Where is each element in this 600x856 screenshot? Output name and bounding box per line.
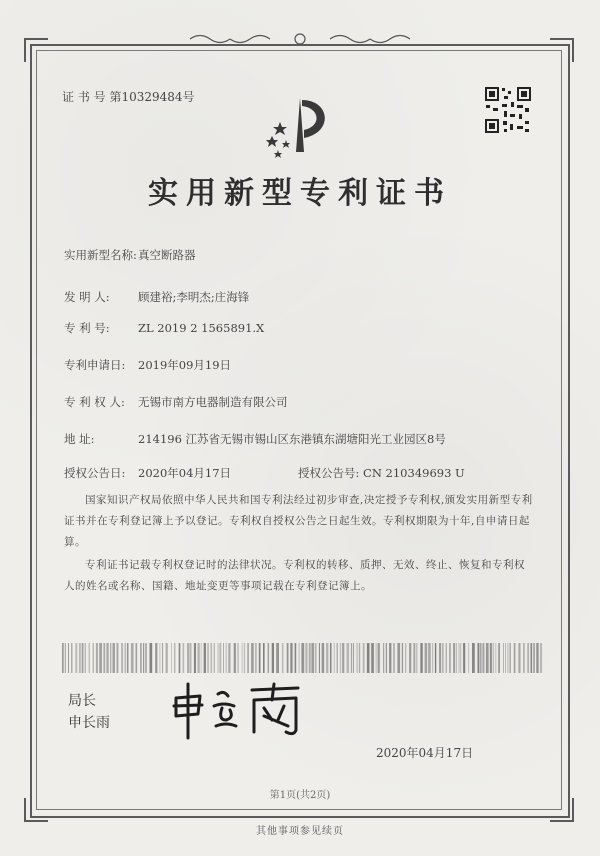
barcode-bar [326, 643, 328, 673]
barcode-bar [397, 643, 400, 673]
barcode-bar [351, 643, 352, 673]
barcode-bar [89, 643, 90, 673]
signatory-title: 局长 [68, 693, 96, 709]
qr-code [484, 86, 532, 134]
barcode-bar [171, 643, 172, 673]
certificate-number: 证 书 号 第10329484号 [62, 90, 195, 104]
barcode-bar [376, 643, 377, 673]
barcode-bar [201, 643, 202, 673]
barcode-bar [219, 643, 221, 673]
barcode-bar [330, 643, 332, 673]
barcode-bar [242, 643, 243, 673]
barcode-bar [103, 643, 105, 673]
patentee-row [64, 394, 288, 410]
field-label: 发 明 人: [64, 290, 110, 304]
barcode-bar [183, 643, 185, 673]
field-value: 无锡市南方电器制造有限公司 [138, 395, 288, 409]
barcode-bar [480, 643, 481, 673]
barcode-bar [68, 643, 69, 673]
barcode-bar [247, 643, 249, 673]
barcode-bar [117, 643, 119, 673]
barcode-bar [383, 643, 384, 673]
barcode-bar [319, 643, 320, 673]
barcode-bar [110, 643, 111, 673]
barcode-bar [299, 643, 300, 673]
barcode-bar [160, 643, 161, 673]
barcode-bar [508, 643, 509, 673]
grant-statement: 国家知识产权局依照中华人民共和国专利法经过初步审查,决定授予专利权,颁发实用新型专利证书并在专利登记簿上予以登记。专利权自授权公告之日起生效。专利权期限为十年,自申请日起算。 [64, 494, 533, 548]
barcode-bar [389, 643, 391, 673]
barcode-bar [342, 643, 344, 673]
barcode-bar [85, 643, 86, 673]
barcode-bar [204, 643, 206, 673]
field-label: 授权公告号: [298, 466, 360, 480]
barcode-bar [420, 643, 422, 673]
barcode-bar [425, 643, 428, 673]
field-label: 授权公告日: [64, 466, 126, 480]
field-value: 2020年04月17日 [138, 466, 232, 480]
field-value: 2019年09月19日 [138, 358, 232, 372]
barcode-bar [197, 643, 199, 673]
barcode-bar [214, 643, 215, 673]
document-title: 实用新型专利证书 [148, 176, 452, 211]
barcode-bar [131, 643, 134, 673]
barcode-bar [244, 643, 245, 673]
page-number: 第1页(共2页) [269, 790, 331, 801]
barcode-bar [405, 643, 406, 673]
barcode-bar [456, 643, 457, 673]
field-label: 专利申请日: [64, 358, 126, 372]
barcode-bar [536, 643, 538, 673]
barcode-bar [106, 643, 108, 673]
barcode-bar [187, 643, 190, 673]
barcode-bar [463, 643, 465, 673]
security-barcode-strip [62, 643, 544, 673]
barcode-bar [62, 643, 64, 673]
barcode-bar [363, 643, 365, 673]
cnipa-emblem [250, 92, 350, 168]
barcode-bar [371, 643, 374, 673]
barcode-bar [409, 643, 411, 673]
barcode-bar [99, 643, 102, 673]
barcode-bar [503, 643, 504, 673]
signing-date: 2020年04月17日 [376, 746, 474, 760]
barcode-bar [347, 643, 350, 673]
barcode-bar [155, 643, 157, 673]
barcode-bar [210, 643, 212, 673]
barcode-bar [442, 643, 444, 673]
barcode-bar [472, 643, 475, 673]
barcode-bar [82, 643, 84, 673]
barcode-bar [179, 643, 181, 673]
field-value: 214196 江苏省无锡市锡山区东港镇东湖塘阳光工业园区8号 [138, 432, 446, 446]
barcode-bar [223, 643, 224, 673]
inventor-row [64, 289, 249, 305]
barcode-bar [486, 643, 489, 673]
announcement-number-row [298, 465, 465, 481]
barcode-bar [268, 643, 270, 673]
corner-ornament [24, 798, 48, 822]
barcode-bar [295, 643, 297, 673]
barcode-bar [357, 643, 358, 673]
barcode-bar [402, 643, 403, 673]
barcode-bar [322, 643, 325, 673]
barcode-bar [413, 643, 415, 673]
barcode-bar [533, 643, 535, 673]
barcode-bar [378, 643, 380, 673]
barcode-bar [386, 643, 387, 673]
barcode-bar [490, 643, 492, 673]
barcode-bar [509, 643, 511, 673]
barcode-bar [194, 643, 196, 673]
handwritten-signature [168, 676, 308, 746]
barcode-bar [145, 643, 146, 673]
barcode-bar [460, 643, 461, 673]
barcode-bar [71, 643, 73, 673]
barcode-bar [234, 643, 236, 673]
signatory-name: 申长雨 [68, 715, 110, 731]
barcode-bar [79, 643, 80, 673]
barcode-bar [305, 643, 307, 673]
barcode-bar [393, 643, 395, 673]
barcode-bar [226, 643, 227, 673]
barcode-bar [162, 643, 163, 673]
barcode-bar [143, 643, 144, 673]
barcode-bar [174, 643, 176, 673]
barcode-bar [528, 643, 529, 673]
field-value: ZL 2019 2 1565891.X [138, 321, 265, 335]
barcode-bar [367, 643, 370, 673]
barcode-bar [428, 643, 431, 673]
barcode-bar [514, 643, 516, 673]
legal-status-note: 专利证书记载专利权登记时的法律状况。专利权的转移、质押、无效、终止、恢复和专利权人的姓名或名称、国籍、地址变更等事项记载在专利登记簿上。 [64, 559, 525, 592]
barcode-bar [353, 643, 354, 673]
barcode-bar [439, 643, 441, 673]
barcode-bar [311, 643, 314, 673]
field-label: 地 址: [64, 432, 95, 446]
field-value: 真空断路器 [138, 248, 196, 262]
barcode-bar [432, 643, 433, 673]
barcode-bar [301, 643, 304, 673]
barcode-bar [65, 643, 66, 673]
patent-number-row [64, 320, 264, 336]
barcode-bar [190, 643, 191, 673]
application-date-row [64, 357, 231, 373]
corner-ornament [24, 38, 48, 62]
barcode-bar [259, 643, 261, 673]
barcode-bar [272, 643, 274, 673]
barcode-bar [435, 643, 436, 673]
barcode-bar [309, 643, 311, 673]
barcode-bar [251, 643, 254, 673]
barcode-bar [453, 643, 455, 673]
address-row [64, 431, 464, 447]
barcode-bar [140, 643, 142, 673]
barcode-bar [127, 643, 129, 673]
barcode-bar [482, 643, 484, 673]
barcode-bar [136, 643, 138, 673]
barcode-bar [166, 643, 168, 673]
barcode-bar [282, 643, 284, 673]
barcode-bar [228, 643, 230, 673]
barcode-bar [505, 643, 506, 673]
barcode-bar [125, 643, 127, 673]
barcode-bar [359, 643, 360, 673]
barcode-bar [75, 643, 77, 673]
barcode-bar [113, 643, 116, 673]
barcode-bar [334, 643, 335, 673]
barcode-bar [468, 643, 469, 673]
barcode-bar [287, 643, 289, 673]
barcode-bar [493, 643, 494, 673]
corner-ornament [550, 38, 574, 62]
barcode-bar [207, 643, 209, 673]
barcode-bar [237, 643, 238, 673]
barcode-bar [478, 643, 480, 673]
footer-note: 其他事项参见续页 [256, 826, 344, 837]
barcode-bar [96, 643, 98, 673]
barcode-bar [121, 643, 123, 673]
barcode-bar [518, 643, 520, 673]
barcode-bar [315, 643, 317, 673]
barcode-bar [531, 643, 533, 673]
field-label: 专 利 权 人: [64, 395, 125, 409]
barcode-bar [446, 643, 447, 673]
barcode-bar [256, 643, 257, 673]
barcode-bar [496, 643, 497, 673]
barcode-bar [337, 643, 338, 673]
utility-model-name-row [64, 247, 196, 263]
top-ornament [180, 30, 420, 48]
field-label: 专 利 号: [64, 321, 110, 335]
corner-ornament [550, 798, 574, 822]
field-value: 顾建裕;李明杰;庄海锋 [138, 290, 250, 304]
barcode-bar [290, 643, 292, 673]
barcode-bar [93, 643, 94, 673]
barcode-bar [498, 643, 500, 673]
barcode-bar [263, 643, 265, 673]
barcode-bar [340, 643, 341, 673]
barcode-bar [150, 643, 153, 673]
barcode-bar [540, 643, 542, 673]
field-label: 实用新型名称: [64, 248, 137, 262]
barcode-bar [218, 643, 219, 673]
field-value: CN 210349693 U [363, 466, 465, 480]
barcode-bar [523, 643, 525, 673]
barcode-bar [416, 643, 417, 673]
barcode-bar [459, 643, 460, 673]
barcode-bar [276, 643, 279, 673]
grant-date-row [64, 465, 231, 481]
barcode-bar [449, 643, 451, 673]
